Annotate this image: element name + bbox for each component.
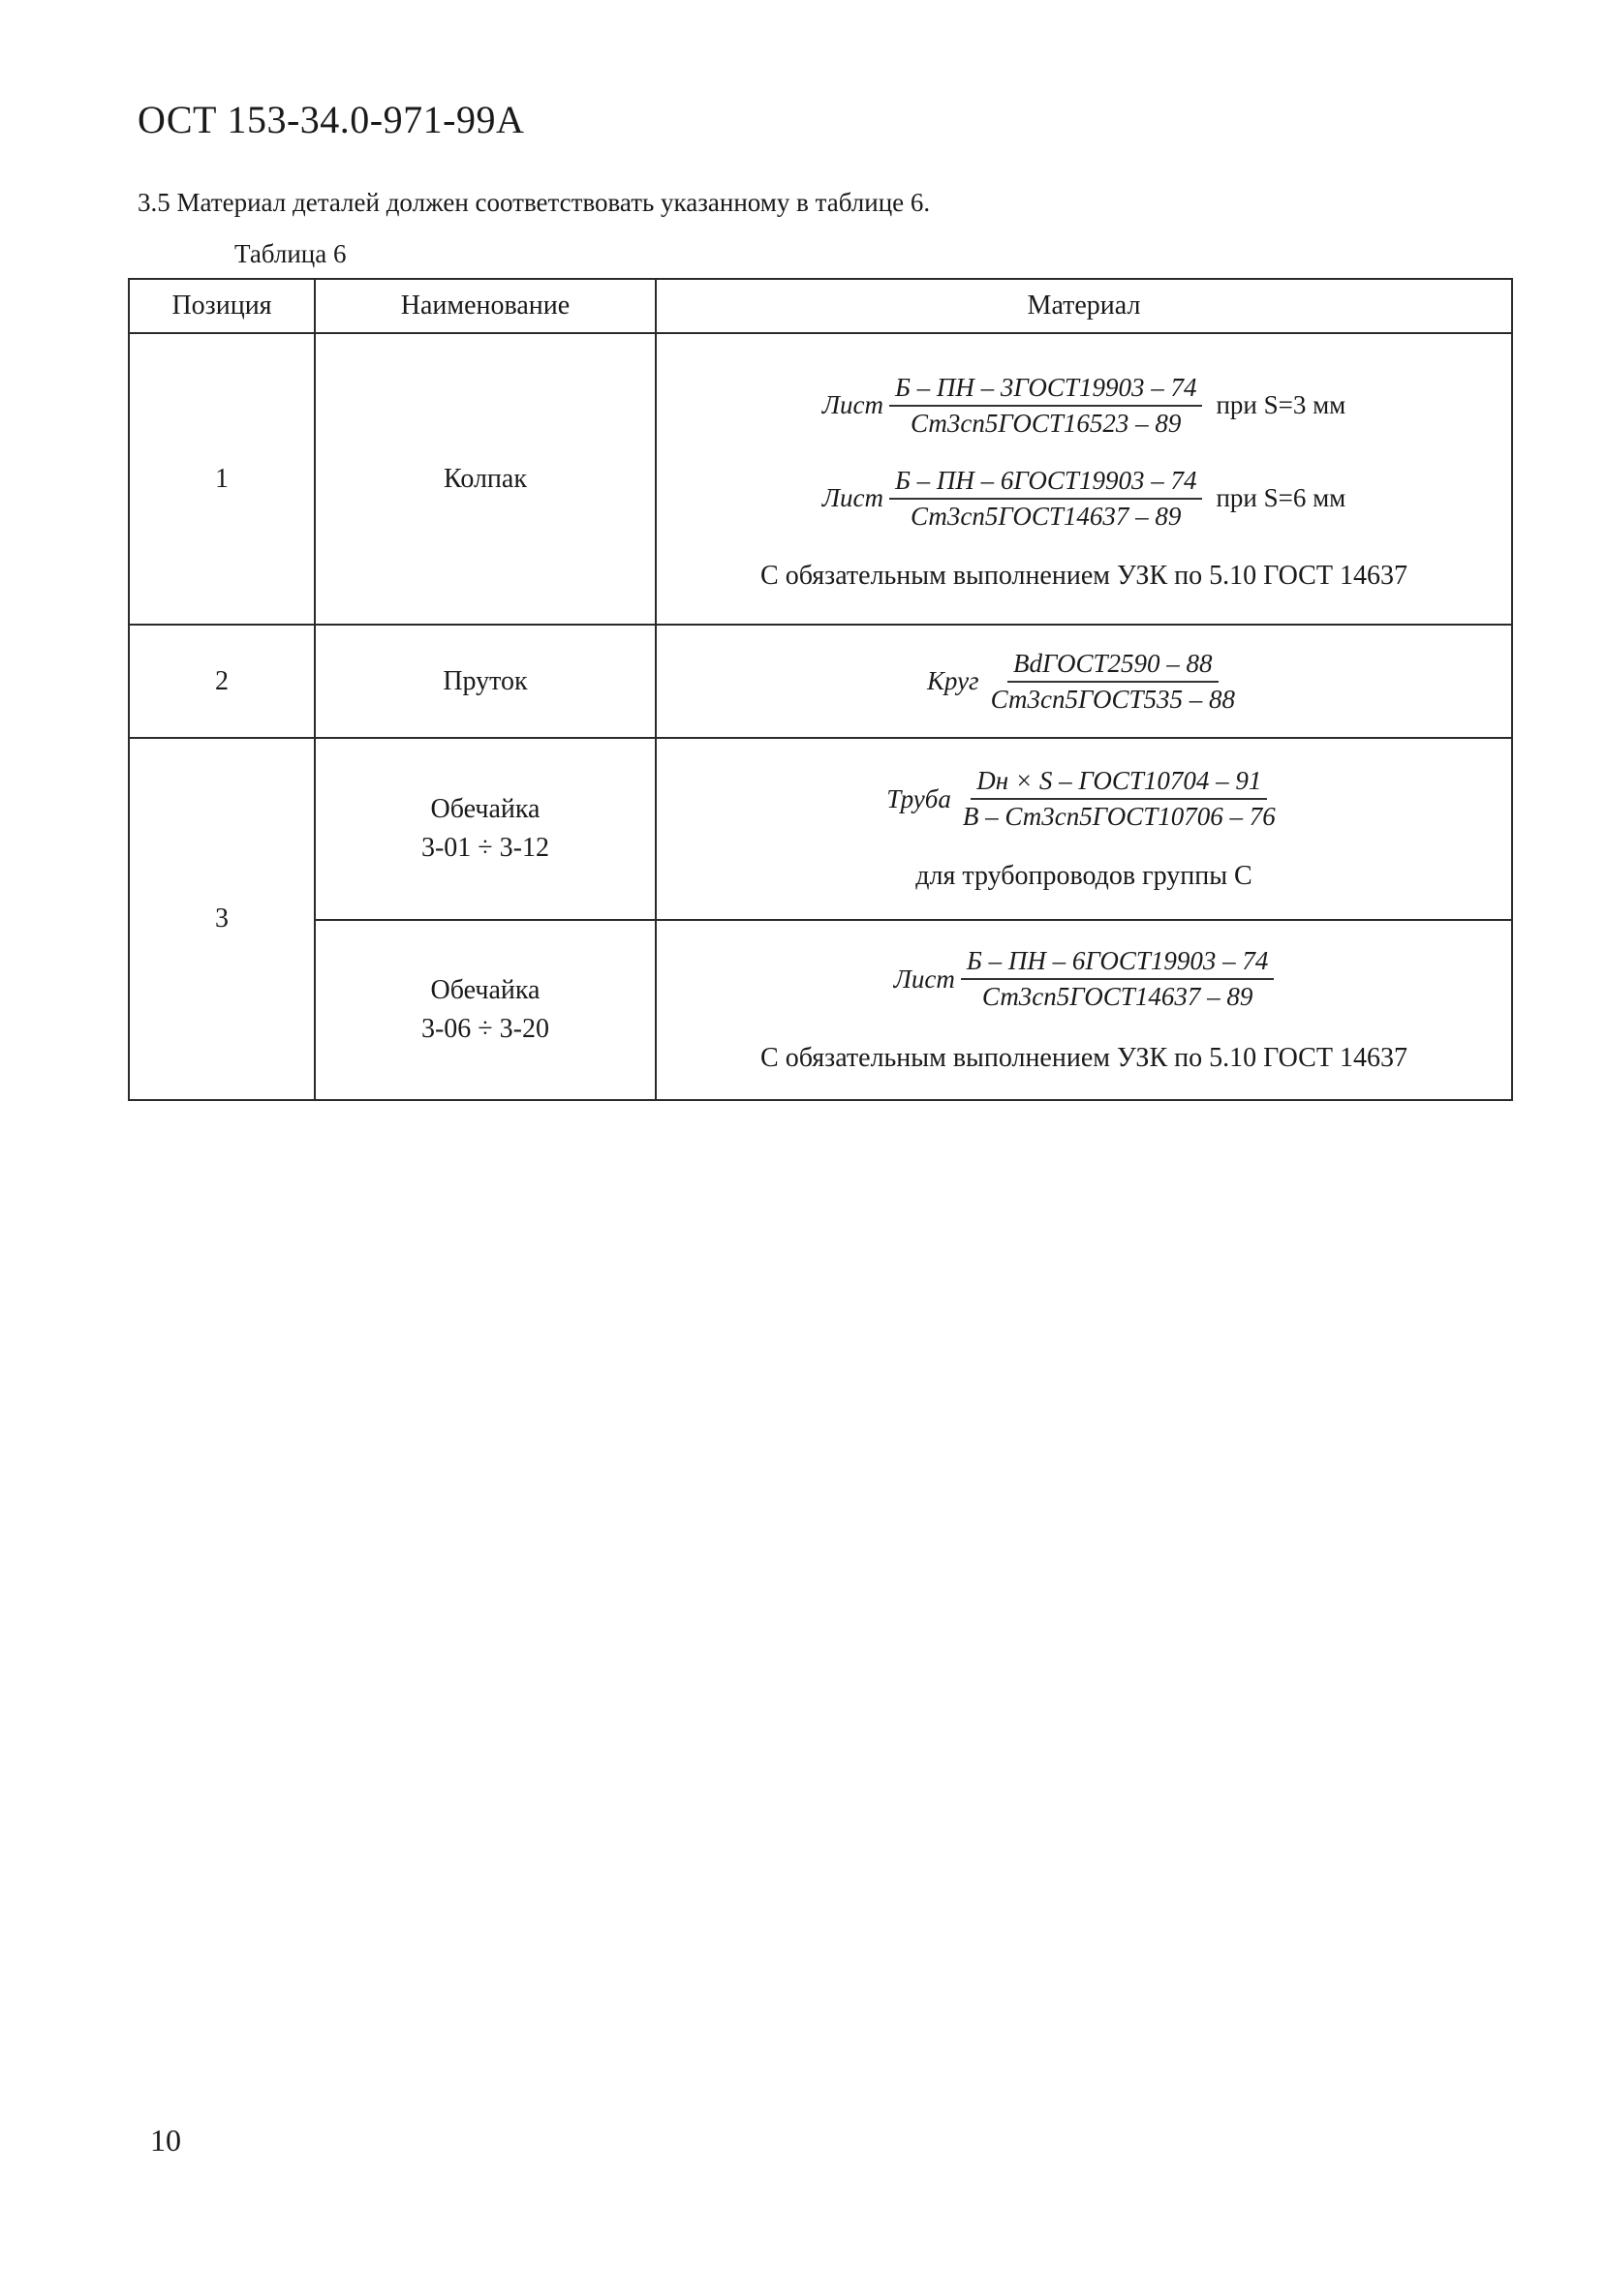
material-formula [657, 649, 1511, 715]
material-cell [656, 738, 1512, 920]
table-header-row [129, 279, 1512, 333]
column-header-material: Материал [656, 279, 1512, 333]
material-type: Лист [893, 964, 955, 994]
formula-numerator: Б – ПН – 6ГОСТ19903 – 74 [889, 466, 1202, 500]
material-cell [656, 625, 1512, 738]
material-note: С обязательным выполнением УЗК по 5.10 ГОСТ 14637 [760, 1043, 1407, 1073]
page-number: 10 [150, 2123, 181, 2158]
name-line: Обечайка [430, 975, 541, 1005]
formula-condition: при S=6 мм [1216, 483, 1346, 512]
formula-numerator: Б – ПН – 6ГОСТ19903 – 74 [961, 946, 1274, 980]
material-type: Лист [821, 483, 883, 512]
materials-table [128, 278, 1513, 1101]
column-header-position: Позиция [129, 279, 315, 333]
name-cell [315, 333, 656, 625]
name-line: Колпак [444, 463, 527, 494]
position-cell: 2 [129, 625, 315, 738]
document-code: ОСТ 153-34.0-971-99А [138, 98, 525, 141]
material-type: Круг [927, 666, 979, 695]
table-row [129, 920, 1512, 1100]
material-type: Лист [821, 390, 883, 419]
formula-condition: при S=3 мм [1216, 390, 1346, 419]
material-formula [657, 946, 1511, 1012]
name-line: 3-06 ÷ 3-20 [420, 1014, 549, 1044]
formula-numerator: Dн × S – ГОСТ10704 – 91 [971, 766, 1267, 800]
formula-denominator: B – Ст3сп5ГОСТ10706 – 76 [962, 802, 1276, 831]
name-line: Пруток [443, 665, 528, 696]
position-cell: 1 [129, 333, 315, 625]
formula-denominator: Ст3сп5ГОСТ14637 – 89 [911, 501, 1182, 531]
formula-denominator: Ст3сп5ГОСТ535 – 88 [990, 684, 1235, 714]
material-note: С обязательным выполнением УЗК по 5.10 ГОСТ 14637 [760, 560, 1407, 591]
name-cell [315, 738, 656, 920]
formula-denominator: Ст3сп5ГОСТ16523 – 89 [911, 408, 1182, 438]
name-cell [315, 920, 656, 1100]
material-formula [657, 373, 1511, 439]
material-formula [657, 466, 1511, 532]
material-cell [656, 920, 1512, 1100]
formula-numerator: Б – ПН – 3ГОСТ19903 – 74 [889, 373, 1202, 407]
material-note: для трубопроводов группы С [915, 861, 1252, 891]
formula-denominator: Ст3сп5ГОСТ14637 – 89 [981, 982, 1253, 1011]
name-line: Обечайка [430, 794, 541, 824]
material-formula [657, 766, 1511, 832]
material-cell [656, 333, 1512, 625]
position-cell: 3 [129, 738, 315, 1100]
material-type: Труба [886, 783, 951, 813]
intro-paragraph: 3.5 Материал деталей должен соответствовать указанному в таблице 6. [138, 188, 931, 217]
column-header-name: Наименование [315, 279, 656, 333]
name-cell [315, 625, 656, 738]
table-row [129, 333, 1512, 625]
name-line: 3-01 ÷ 3-12 [420, 833, 549, 863]
table-caption: Таблица 6 [234, 239, 347, 268]
formula-numerator: BdГОСТ2590 – 88 [1007, 649, 1219, 683]
table-row [129, 738, 1512, 920]
table-row [129, 625, 1512, 738]
